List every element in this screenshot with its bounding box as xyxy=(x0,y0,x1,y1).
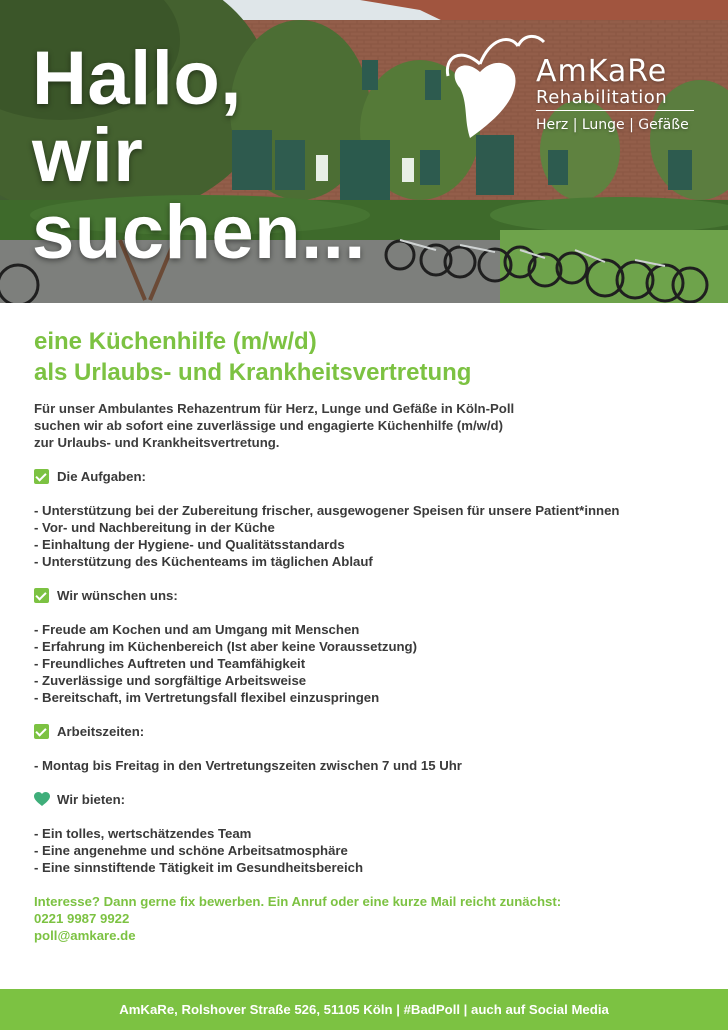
job-title xyxy=(34,326,704,388)
list-item: - Einhaltung der Hygiene- und Qualitätsstandards xyxy=(34,537,345,552)
list-item: - Vor- und Nachbereitung in der Küche xyxy=(34,520,275,535)
list-item: - Freundliches Auftreten und Teamfähigkeit xyxy=(34,656,306,671)
section-heading-label: Wir bieten: xyxy=(57,792,126,807)
section-heading-tasks xyxy=(34,468,704,485)
intro-line: suchen wir ab sofort eine zuverlässige und engagierte Küchenhilfe (m/w/d) xyxy=(34,418,503,433)
contact-text: Interesse? Dann gerne fix bewerben. Ein Anruf oder eine kurze Mail reicht zunächst: xyxy=(34,894,562,909)
section-heading-label: Wir wünschen uns: xyxy=(57,588,178,603)
job-title-line: als Urlaubs- und Krankheitsvertretung xyxy=(34,359,472,386)
section-heading-requirements xyxy=(34,587,704,604)
requirements-list xyxy=(34,621,704,706)
job-intro xyxy=(34,400,704,451)
intro-line: zur Urlaubs- und Krankheitsvertretung. xyxy=(34,435,280,450)
list-item: - Montag bis Freitag in den Vertretungszeiten zwischen 7 und 15 Uhr xyxy=(34,758,462,773)
headline-line: suchen... xyxy=(32,190,366,275)
hours-list xyxy=(34,757,704,774)
heart-icon xyxy=(34,792,50,807)
task-list xyxy=(34,502,704,570)
list-item: - Eine sinnstiftende Tätigkeit im Gesundheitsbereich xyxy=(34,860,364,875)
list-item: - Eine angenehme und schöne Arbeitsatmosphäre xyxy=(34,843,348,858)
list-item: - Zuverlässige und sorgfältige Arbeitsweise xyxy=(34,673,307,688)
logo-tagline: Herz | Lunge | Gefäße xyxy=(536,117,689,133)
list-item: - Unterstützung des Küchenteams im täglichen Ablauf xyxy=(34,554,373,569)
headline-line: Hallo, xyxy=(32,36,242,121)
intro-line: Für unser Ambulantes Rehazentrum für Herz, Lunge und Gefäße in Köln-Poll xyxy=(34,401,515,416)
footer-bar xyxy=(0,989,728,1030)
contact-phone[interactable]: 0221 9987 9922 xyxy=(34,911,130,926)
heart-logo-icon xyxy=(440,28,550,143)
section-heading-benefits xyxy=(34,791,704,808)
list-item: - Freude am Kochen und am Umgang mit Menschen xyxy=(34,622,360,637)
list-item: - Ein tolles, wertschätzendes Team xyxy=(34,826,252,841)
footer-text: AmKaRe, Rolshover Straße 526, 51105 Köln | #BadPoll | auch auf Social Media xyxy=(119,1002,609,1017)
section-heading-label: Die Aufgaben: xyxy=(57,469,146,484)
check-icon xyxy=(34,469,49,484)
headline-line: wir xyxy=(32,113,144,198)
check-icon xyxy=(34,588,49,603)
hero-photo xyxy=(0,0,728,303)
section-heading-hours xyxy=(34,723,704,740)
contact-block xyxy=(34,893,704,944)
check-icon xyxy=(34,724,49,739)
contact-email[interactable]: poll@amkare.de xyxy=(34,928,136,943)
section-heading-label: Arbeitszeiten: xyxy=(57,724,145,739)
amkare-logo xyxy=(440,28,710,148)
list-item: - Erfahrung im Küchenbereich (Ist aber keine Voraussetzung) xyxy=(34,639,418,654)
job-title-line: eine Küchenhilfe (m/w/d) xyxy=(34,328,317,355)
list-item: - Unterstützung bei der Zubereitung frischer, ausgewogener Speisen für unsere Patient*innen xyxy=(34,503,620,518)
logo-subtitle: Rehabilitation xyxy=(536,88,694,111)
headline xyxy=(32,36,366,275)
list-item: - Bereitschaft, im Vertretungsfall flexibel einzuspringen xyxy=(34,690,380,705)
job-posting xyxy=(34,326,704,944)
logo-name: AmKaRe xyxy=(536,54,668,89)
benefits-list xyxy=(34,825,704,876)
